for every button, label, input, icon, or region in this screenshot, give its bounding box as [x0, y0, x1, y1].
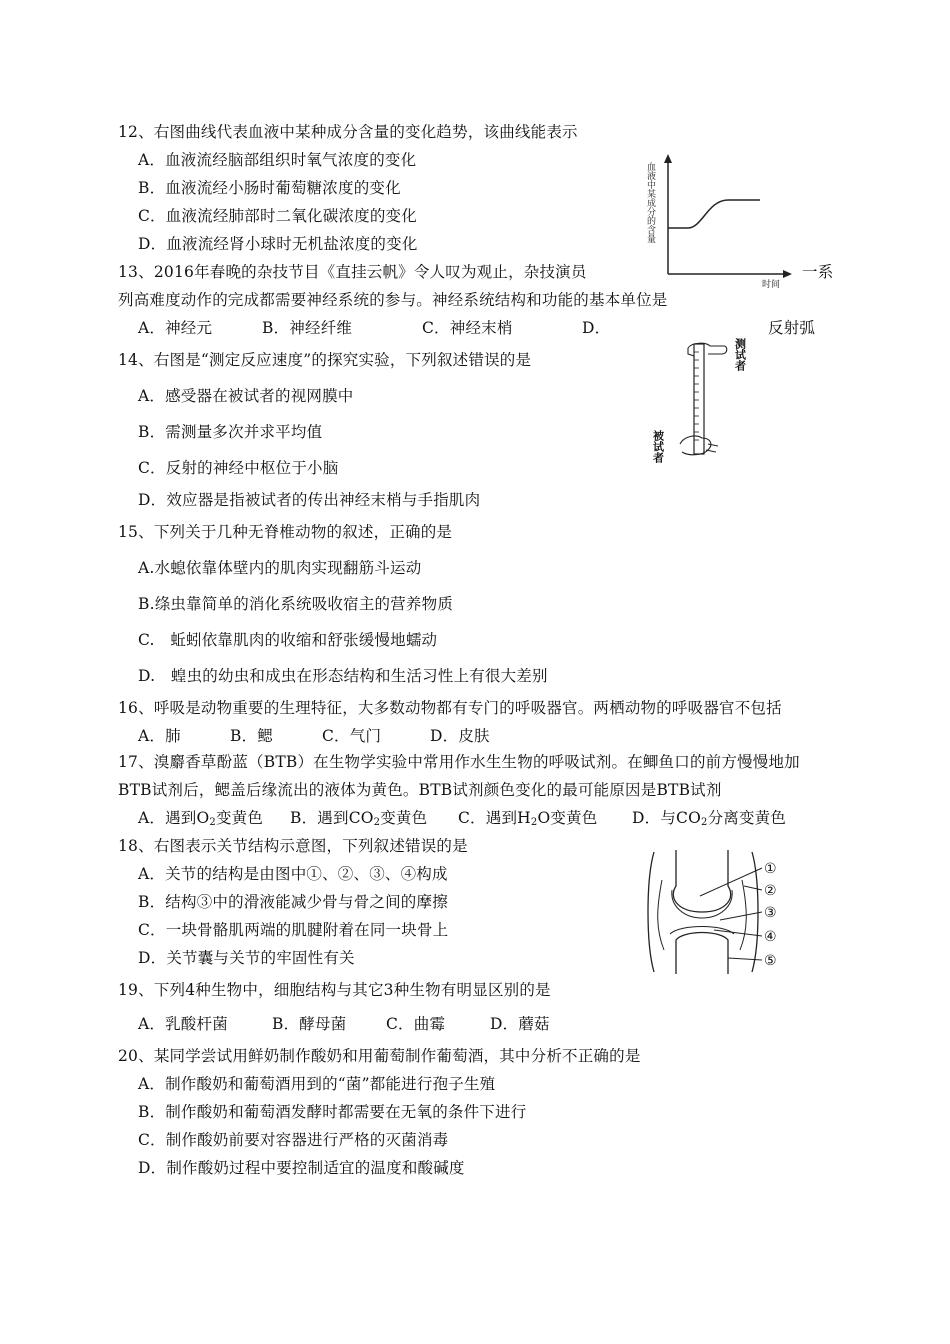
q18-option-d: D．关节囊与关节的牢固性有关	[138, 949, 355, 967]
q19-option-d: D．蘑菇	[490, 1015, 550, 1033]
q14-subject-label: 被试者	[651, 430, 665, 463]
q15-option-a: A.水螅依靠体壁内的肌肉实现翻筋斗运动	[138, 559, 422, 577]
q12-stem: 12、右图曲线代表血液中某种成分含量的变化趋势，该曲线能表示	[118, 123, 578, 141]
q12-option-a: A．血液流经脑部组织时氧气浓度的变化	[138, 151, 417, 169]
q17-option-c: C．遇到$H_2O$变黄色	[458, 809, 598, 828]
q13-option-a: A．神经元	[138, 319, 213, 337]
q14-tester-label: 测试者	[733, 338, 747, 371]
q12-figure-curve-graph	[640, 150, 800, 290]
q16-option-d: D．皮肤	[430, 727, 490, 745]
q12-y-axis-label: 血液中某成分的含量	[645, 162, 655, 243]
q14-option-b: B．需测量多次并求平均值	[138, 423, 323, 441]
q18-stem: 18、右图表示关节结构示意图，下列叙述错误的是	[118, 837, 468, 855]
q13-option-b: B．神经纤维	[262, 319, 353, 337]
q18-label-1: ①	[764, 861, 777, 877]
q18-option-a: A．关节的结构是由图中①、②、③、④构成	[138, 865, 448, 883]
q15-option-b: B.绦虫靠简单的消化系统吸收宿主的营养物质	[138, 595, 454, 613]
q17-option-d: D．与$CO_2$分离变黄色	[632, 809, 787, 828]
q16-option-a: A．肺	[138, 727, 181, 745]
q16-stem: 16、呼吸是动物重要的生理特征，大多数动物都有专门的呼吸器官。两栖动物的呼吸器官不包括	[118, 699, 782, 717]
q20-stem: 20、某同学尝试用鲜奶制作酸奶和用葡萄制作葡萄酒，其中分析不正确的是	[118, 1047, 641, 1065]
q18-label-4: ④	[764, 929, 777, 945]
q19-option-b: B．酵母菌	[272, 1015, 347, 1033]
q19-stem: 19、下列4种生物中，细胞结构与其它3种生物有明显区别的是	[118, 981, 551, 999]
q15-stem: 15、下列关于几种无脊椎动物的叙述，正确的是	[118, 523, 453, 541]
q18-label-5: ⑤	[764, 953, 777, 969]
q13-option-d: D．	[582, 319, 611, 337]
q14-stem: 14、右图是“测定反应速度”的探究实验，下列叙述错误的是	[118, 351, 532, 369]
q18-label-3: ③	[764, 905, 777, 921]
q16-option-c: C．气门	[322, 727, 382, 745]
q14-option-c: C．反射的神经中枢位于小脑	[138, 459, 339, 477]
q19-option-c: C．曲霉	[386, 1015, 446, 1033]
q14-option-d: D．效应器是指被试者的传出神经末梢与手指肌肉	[138, 491, 481, 509]
q18-figure-joint-diagram	[640, 850, 800, 974]
q14-option-a: A．感受器在被试者的视网膜中	[138, 387, 354, 405]
q20-option-d: D．制作酸奶过程中要控制适宜的温度和酸碱度	[138, 1159, 465, 1177]
q12-option-d: D．血液流经肾小球时无机盐浓度的变化	[138, 235, 418, 253]
q14-figure-ruler-experiment	[644, 332, 764, 472]
q18-label-2: ②	[764, 883, 777, 899]
q17-option-b: B．遇到$CO_2$变黄色	[290, 809, 428, 828]
q15-option-c: C. 蚯蚓依靠肌肉的收缩和舒张缓慢地蠕动	[138, 631, 438, 649]
q15-option-d: D. 蝗虫的幼虫和成虫在形态结构和生活习性上有很大差别	[138, 667, 548, 685]
q20-option-c: C．制作酸奶前要对容器进行严格的灭菌消毒	[138, 1131, 449, 1149]
q18-option-c: C．一块骨骼肌两端的肌腱附着在同一块骨上	[138, 921, 449, 939]
q13-option-d-text: 反射弧	[768, 319, 816, 337]
q13-option-c: C．神经末梢	[422, 319, 513, 337]
q17-stem-line2: BTB试剂后，鳃盖后缘流出的液体为黄色。BTB试剂颜色变化的最可能原因是BTB试剂	[118, 781, 722, 799]
q13-stem-line1-tail: 一系	[802, 263, 834, 281]
q18-option-b: B．结构③中的滑液能减少骨与骨之间的摩擦	[138, 893, 448, 911]
q20-option-a: A．制作酸奶和葡萄酒用到的“菌”都能进行孢子生殖	[138, 1075, 496, 1093]
q16-option-b: B．鳃	[230, 727, 273, 745]
q12-option-c: C．血液流经肺部时二氧化碳浓度的变化	[138, 207, 417, 225]
q20-option-b: B．制作酸奶和葡萄酒发酵时都需要在无氧的条件下进行	[138, 1103, 527, 1121]
q17-option-a: A．遇到$O_2$变黄色	[138, 809, 264, 828]
q13-stem-line1: 13、2016年春晚的杂技节目《直挂云帆》令人叹为观止，杂技演员	[118, 263, 587, 281]
q19-option-a: A．乳酸杆菌	[138, 1015, 228, 1033]
q12-option-b: B．血液流经小肠时葡萄糖浓度的变化	[138, 179, 401, 197]
q12-x-axis-label: 时间	[762, 280, 781, 290]
q13-stem-line2: 列高难度动作的完成都需要神经系统的参与。神经系统结构和功能的基本单位是	[118, 291, 668, 309]
q17-stem-line1: 17、溴麝香草酚蓝（BTB）在生物学实验中常用作水生生物的呼吸试剂。在鲫鱼口的前方慢慢地加	[118, 753, 800, 771]
